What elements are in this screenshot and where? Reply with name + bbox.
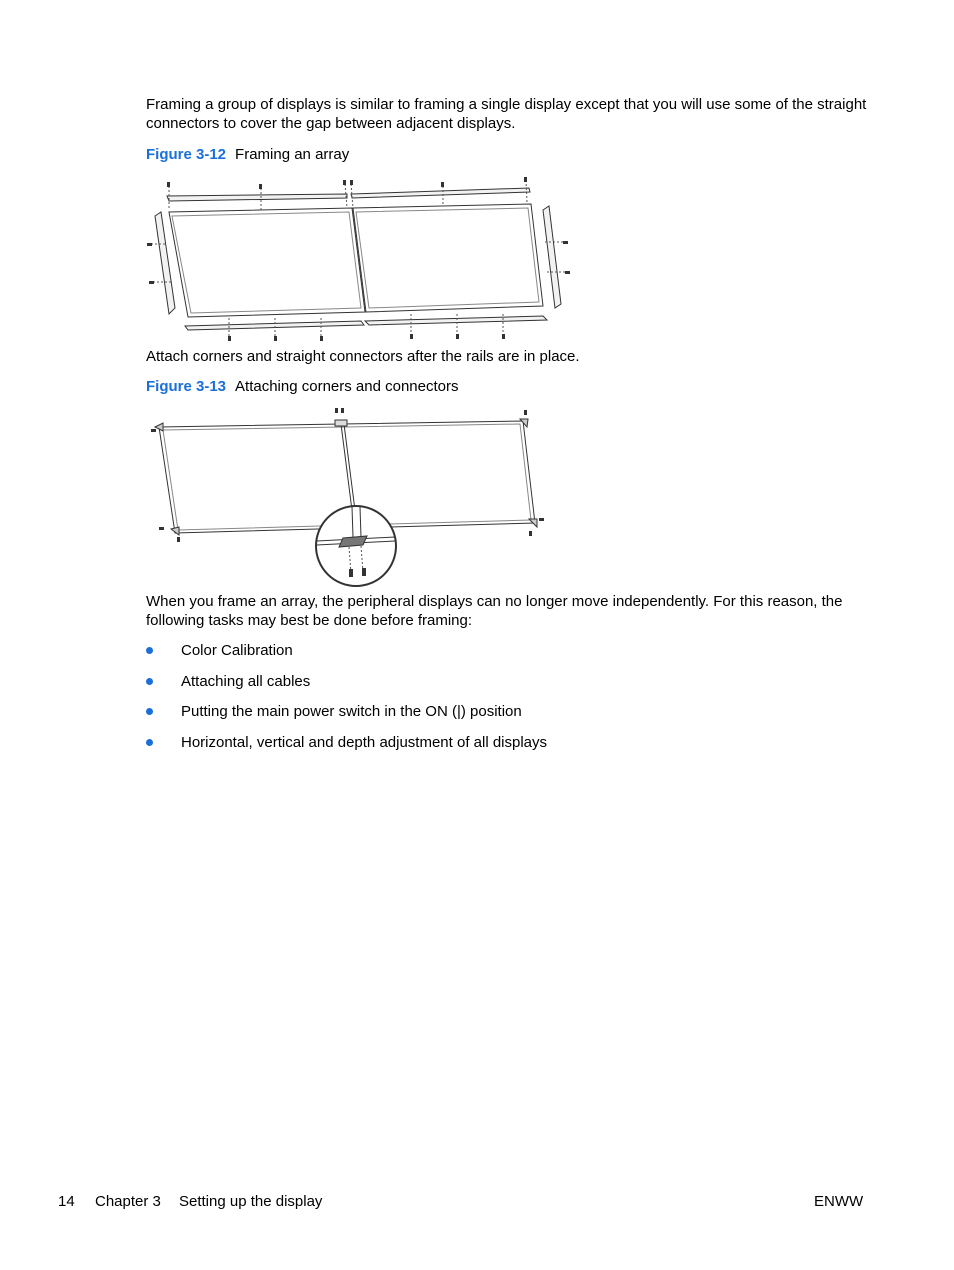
figure-title: Framing an array bbox=[235, 146, 350, 163]
figure-number: Figure 3-12 bbox=[146, 146, 227, 163]
figure-number: Figure 3-13 bbox=[146, 378, 227, 395]
bullet-icon bbox=[146, 678, 153, 685]
corners-connectors-illustration bbox=[145, 405, 565, 589]
framing-array-illustration bbox=[145, 172, 575, 344]
bullet-icon bbox=[146, 708, 153, 715]
chapter-title: Setting up the display bbox=[179, 1193, 323, 1210]
bullet-icon bbox=[146, 739, 153, 746]
outro-paragraph: When you frame an array, the peripheral displays can no longer move independently. For this reason, the following tasks may best be done before framing: bbox=[146, 593, 843, 629]
figure-caption bbox=[146, 377, 459, 396]
rails-instruction: Attach corners and straight connectors after the rails are in place. bbox=[146, 348, 580, 365]
intro-paragraph: Framing a group of displays is similar to framing a single display except that you will use some of the straight connectors to cover the gap between adjacent displays. bbox=[146, 96, 867, 132]
bullet-icon bbox=[146, 647, 153, 654]
page-number: 14 bbox=[58, 1193, 75, 1210]
figure-caption bbox=[146, 145, 349, 164]
locale-label: ENWW bbox=[814, 1193, 864, 1210]
figure-title: Attaching corners and connectors bbox=[235, 378, 459, 395]
chapter-label: Chapter 3 bbox=[95, 1193, 161, 1210]
